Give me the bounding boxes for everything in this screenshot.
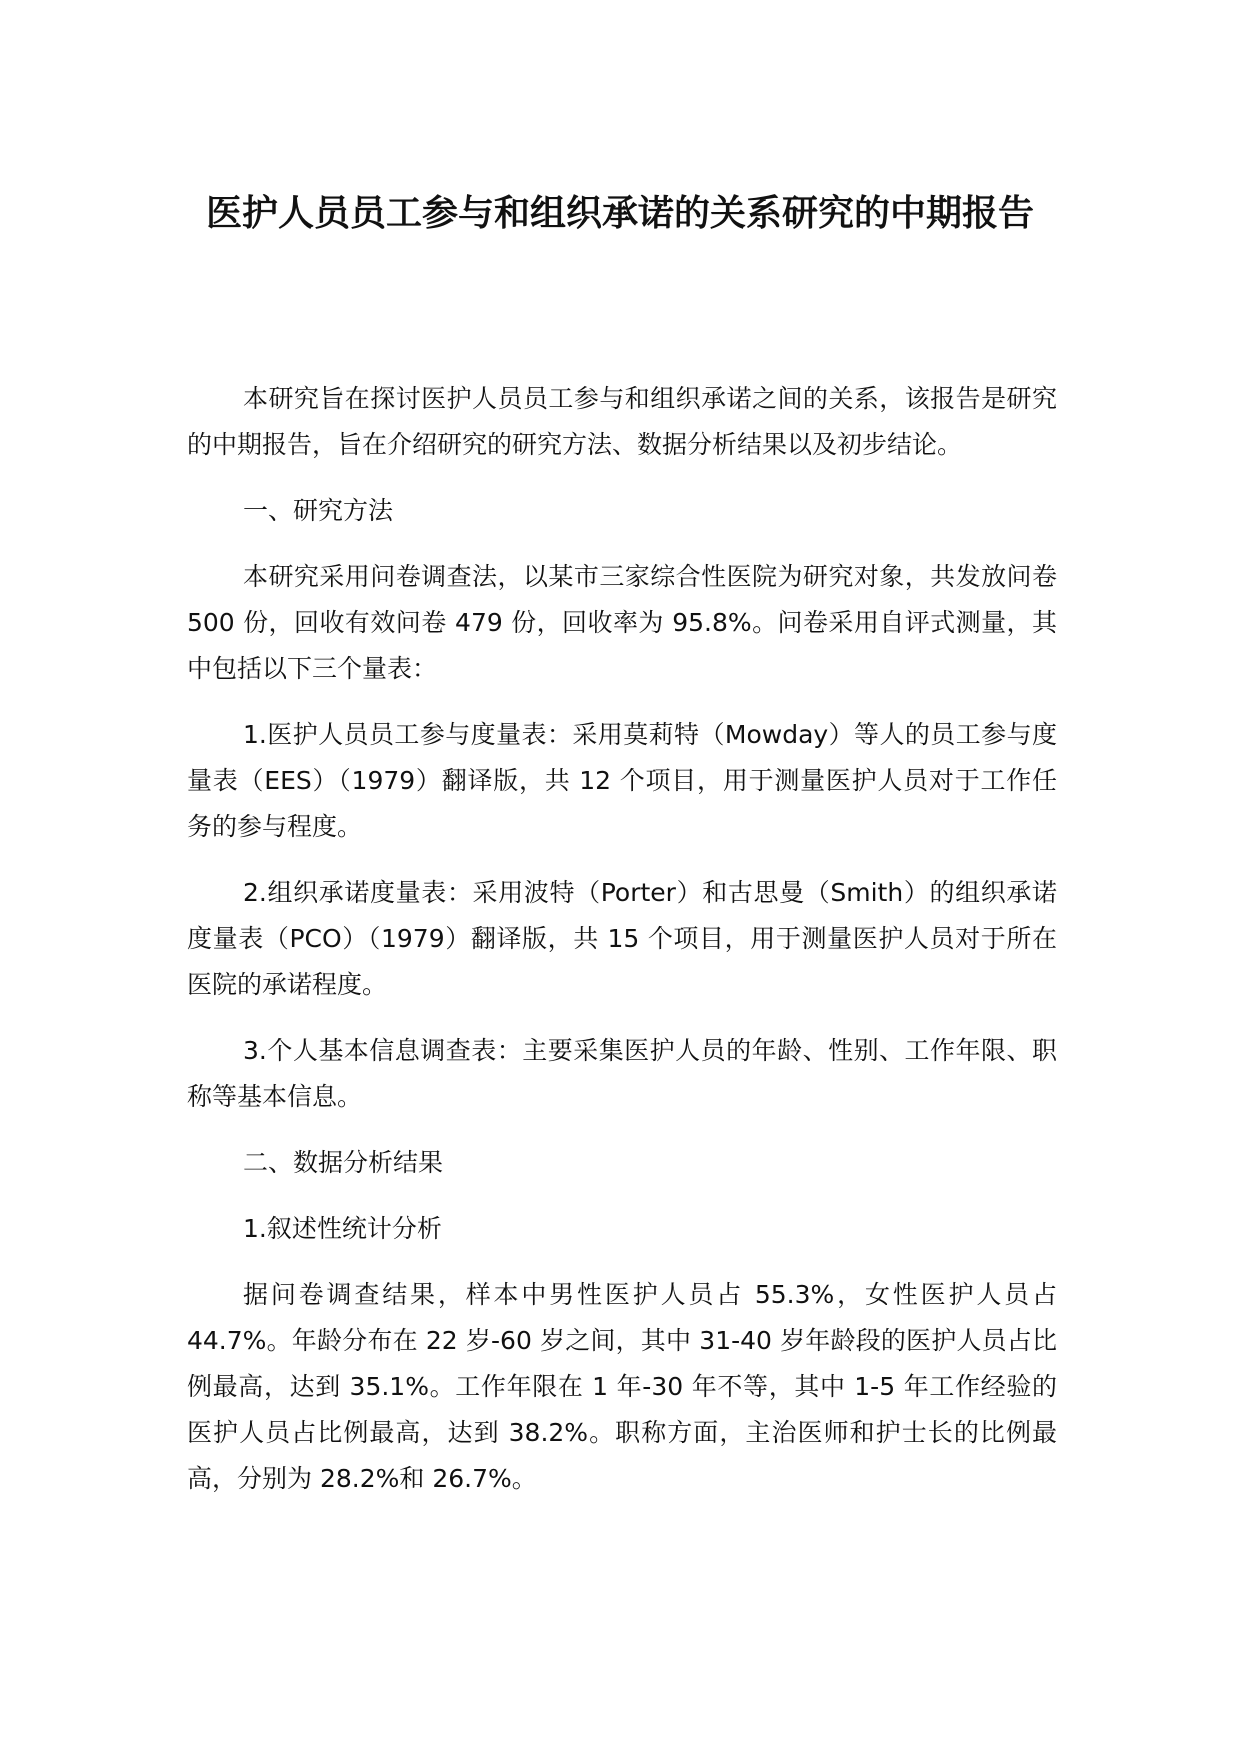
section-heading-results: 二、数据分析结果: [243, 1148, 444, 1177]
document-title: 医护人员员工参与和组织承诺的关系研究的中期报告: [205, 193, 1034, 234]
intro-paragraph: 本研究旨在探讨医护人员员工参与和组织承诺之间的关系，该报告是研究的中期报告，旨在介绍研究的研究方法、数据分析结果以及初步结论。: [187, 384, 1057, 459]
results-paragraph: 据问卷调查结果，样本中男性医护人员占 55.3%，女性医护人员占 44.7%。年龄分布在 22 岁-60 岁之间，其中 31-40 岁年龄段的医护人员占比例最高，达到 35.1%。工作年限在 1 年-30 年不等，其中 1-5 年工作经验的医护人员占比例最高，达到 38.2%。职称方面，主治医师和护士长的比例最高，分别为 28.2%和 26.7%。: [187, 1280, 1057, 1493]
methods-paragraph: 本研究采用问卷调查法，以某市三家综合性医院为研究对象，共发放问卷 500 份，回收有效问卷 479 份，回收率为 95.8%。问卷采用自评式测量，其中包括以下三个量表：: [187, 562, 1057, 683]
document-body: [187, 376, 1057, 1522]
section-heading-methods: 一、研究方法: [243, 496, 394, 525]
subsection-heading-descriptive: 1.叙述性统计分析: [243, 1214, 442, 1243]
scale-item-3: 3.个人基本信息调查表：主要采集医护人员的年龄、性别、工作年限、职称等基本信息。: [187, 1036, 1057, 1111]
scale-item-1: 1.医护人员员工参与度量表：采用莫莉特（Mowday）等人的员工参与度量表（EES）（1979）翻译版，共 12 个项目，用于测量医护人员对于工作任务的参与程度。: [187, 720, 1057, 841]
scale-item-2: 2.组织承诺度量表：采用波特（Porter）和古思曼（Smith）的组织承诺度量表（PCO）（1979）翻译版，共 15 个项目，用于测量医护人员对于所在医院的承诺程度。: [187, 878, 1057, 999]
